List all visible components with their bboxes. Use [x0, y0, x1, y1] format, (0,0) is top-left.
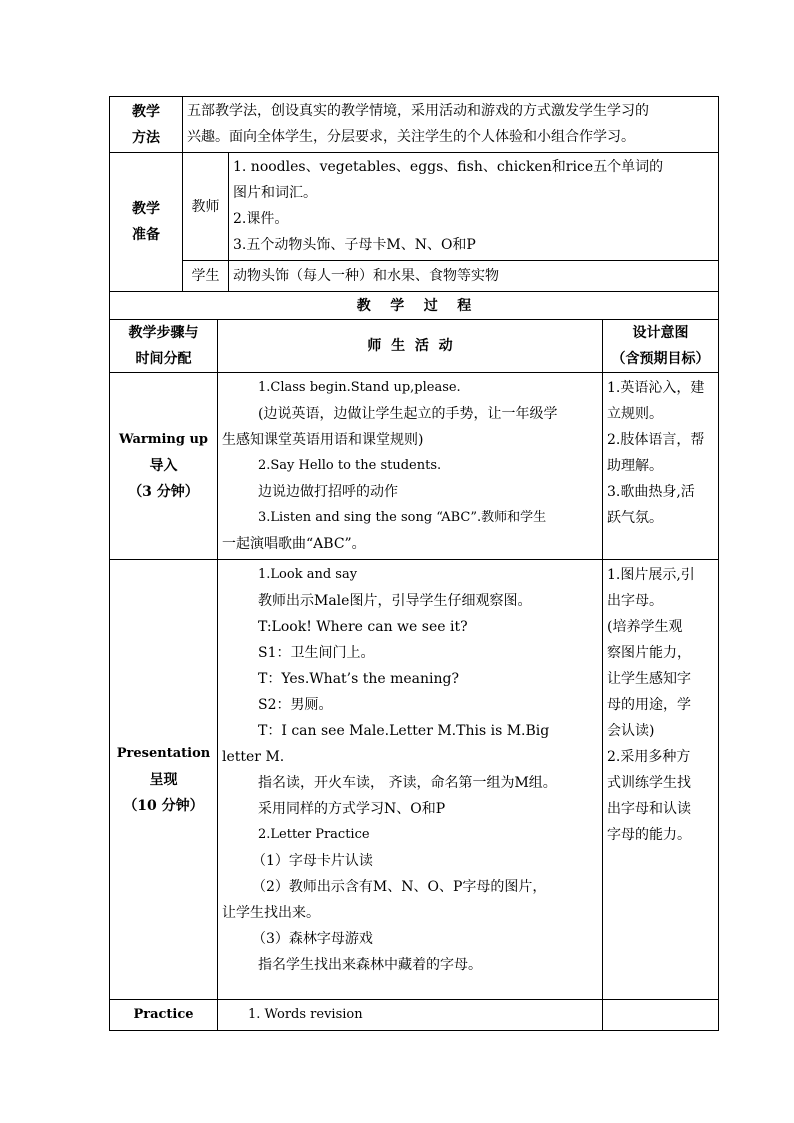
intent-line: 1.英语沁入，建 [607, 380, 705, 396]
presentation-activities [218, 560, 603, 1000]
activity-line: （1）字母卡片认读 [252, 853, 373, 869]
intent-line: 助理解。 [607, 458, 663, 474]
activity-line: 边说边做打招呼的动作 [258, 484, 398, 500]
intent-line: 式训练学生找 [607, 775, 691, 791]
activity-line: 指名学生找出来森林中藏着的字母。 [258, 957, 482, 973]
activity-line: （2）教师出示含有M、N、O、P字母的图片， [252, 879, 547, 895]
warmup-intents [603, 373, 719, 560]
practice-intent [603, 1000, 719, 1031]
teacher-prep [229, 153, 719, 261]
process-table [109, 291, 719, 1031]
teacher-prep-line: 3.五个动物头饰、子母卡M、N、O和P [233, 237, 476, 253]
activity-line: 1.Class begin.Stand up,please. [258, 380, 461, 395]
activity-line: 一起演唱歌曲“ABC”。 [222, 536, 366, 552]
intent-line: 出字母。 [607, 593, 663, 609]
intent-line: 跃气氛。 [607, 510, 663, 526]
activity-line: 2.Letter Practice [258, 827, 370, 842]
activity-column-header: 师 生 活 动 [218, 320, 603, 373]
methods-line: 兴趣。面向全体学生，分层要求，关注学生的个人体验和小组合作学习。 [187, 129, 635, 145]
activity-line: (边说英语，边做让学生起立的手势，让一年级学 [258, 406, 558, 422]
activity-line: 2.Say Hello to the students. [258, 458, 442, 473]
intent-line: 察图片能力， [607, 645, 691, 661]
teacher-prep-line: 2.课件。 [233, 211, 289, 227]
intent-column-header: 设计意图 （含预期目标） [603, 320, 719, 373]
presentation-step: Presentation 呈现 （10 分钟） [110, 560, 218, 1000]
intent-line: 会认读) [607, 723, 655, 739]
practice-step: Practice [110, 1000, 218, 1031]
intent-line: 出字母和认读 [607, 801, 691, 817]
teacher-label: 教师 [183, 153, 229, 261]
intent-line: 1.图片展示,引 [607, 567, 695, 583]
activity-line: T:Look! Where can we see it? [258, 619, 468, 635]
activity-line: 1.Look and say [258, 567, 358, 582]
activity-line: T：Yes.What’s the meaning? [258, 671, 460, 687]
methods-text [183, 97, 719, 153]
activity-line: S1：卫生间门上。 [258, 645, 375, 661]
activity-line: T：I can see Male.Letter M.This is M.Big [258, 723, 550, 739]
intent-line: 立规则。 [607, 406, 663, 422]
intent-line: 母的用途，学 [607, 697, 691, 713]
activity-line: （3）森林字母游戏 [252, 931, 373, 947]
methods-line: 五部教学法，创设真实的教学情境，采用活动和游戏的方式激发学生学习的 [187, 103, 649, 119]
intent-line: 3.歌曲热身,活 [607, 484, 695, 500]
warmup-activities [218, 373, 603, 560]
intent-line: 2.采用多种方 [607, 749, 691, 765]
step-column-header: 教学步骤与 时间分配 [110, 320, 218, 373]
warmup-step: Warming up 导入 （3 分钟） [110, 373, 218, 560]
activity-line: 生感知课堂英语用语和课堂规则) [222, 432, 424, 448]
activity-line: 指名读，开火车读， 齐读，命名第一组为M组。 [258, 775, 557, 791]
intent-line: (培养学生观 [607, 619, 683, 635]
student-label: 学生 [183, 261, 229, 292]
student-prep: 动物头饰（每人一种）和水果、食物等实物 [229, 261, 719, 292]
activity-line: 让学生找出来。 [222, 905, 320, 921]
intent-line: 2.肢体语言，帮 [607, 432, 705, 448]
practice-activity: 1. Words revision [218, 1000, 603, 1031]
process-title: 教 学 过 程 [110, 292, 719, 320]
lesson-plan-page [109, 96, 718, 1031]
lesson-info-table [109, 96, 719, 292]
intent-line: 字母的能力。 [607, 827, 691, 843]
activity-line: S2：男厕。 [258, 697, 333, 713]
intent-line: 让学生感知字 [607, 671, 691, 687]
activity-line: 3.Listen and sing the song “ABC”.教师和学生 [258, 510, 547, 525]
presentation-intents [603, 560, 719, 1000]
activity-line: 教师出示Male图片，引导学生仔细观察图。 [258, 593, 532, 609]
teacher-prep-line: 图片和词汇。 [233, 185, 317, 201]
activity-line: letter M. [222, 749, 285, 765]
activity-line: 采用同样的方式学习N、O和P [258, 801, 446, 817]
teacher-prep-line: 1. noodles、vegetables、eggs、fish、chicken和rice五个单词的 [233, 159, 664, 175]
preparation-label: 教学 准备 [110, 153, 183, 292]
methods-label: 教学 方法 [110, 97, 183, 153]
